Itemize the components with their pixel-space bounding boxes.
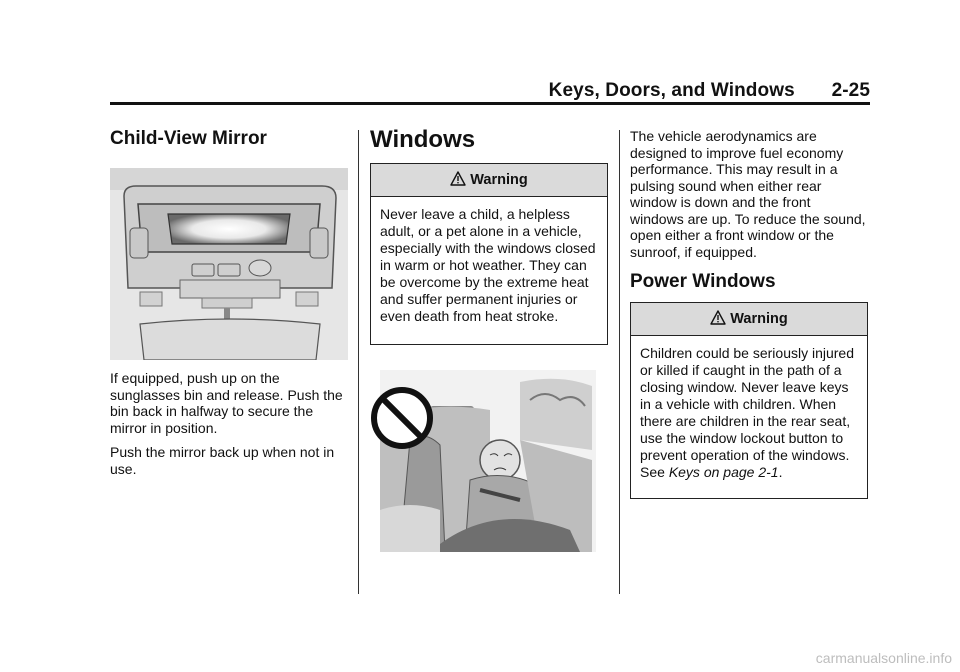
header-rule [110,102,870,105]
section-heading-child-view-mirror: Child-View Mirror [110,128,267,149]
warning-text: Never leave a child, a helpless adult, or a pet alone in a vehicle, especially with the windows closed in warm or hot weather. They can be overcome by the extreme heat and suffer permanent injuries or even death from heat stroke. [380,206,596,324]
warning-text [631,336,867,489]
overhead-console-drawing [110,168,348,360]
warning-triangle-icon [710,310,726,329]
warning-body: Children could be seriously injured or killed if caught in the path of a closing window. Never leave keys in a vehicle with children. When there are children in the rear seat, use the window lockout button to prevent operation of the windows. See [640,345,855,480]
watermark: carmanualsonline.info [815,650,952,666]
keys-page-reference-link[interactable]: Keys on page 2-1 [668,464,779,480]
warning-title: Warning [730,311,788,327]
windows-warning-box [370,163,608,345]
child-view-mirror-illustration [110,168,348,360]
header-title: Keys, Doors, and Windows [548,80,795,101]
right-intro-text: The vehicle aerodynamics are designed to improve fuel economy performance. This may result in a pulsing sound when either rear window is down and the front windows are up. To reduce the sound, open either a front window or the sunroof, if equipped. [630,128,866,260]
section-heading-windows: Windows [370,126,476,153]
warning-triangle-icon [450,171,466,190]
child-in-hot-car-drawing [370,370,596,552]
warning-header [631,303,867,336]
child-in-car-illustration [370,370,596,552]
page-number: 2-25 [831,80,870,101]
warning-header [371,164,607,197]
left-body-text [110,370,350,485]
running-header [110,80,870,102]
warning-end-punctuation: . [778,464,783,480]
section-heading-power-windows: Power Windows [630,271,776,292]
left-paragraph-1: If equipped, push up on the sunglasses bin and release. Push the bin back in halfway to secure the mirror in position. [110,370,343,436]
power-windows-warning-box [630,302,868,499]
left-paragraph-2: Push the mirror back up when not in use. [110,444,335,477]
warning-title: Warning [470,172,528,188]
column-divider-1 [358,130,359,594]
column-divider-2 [619,130,620,594]
